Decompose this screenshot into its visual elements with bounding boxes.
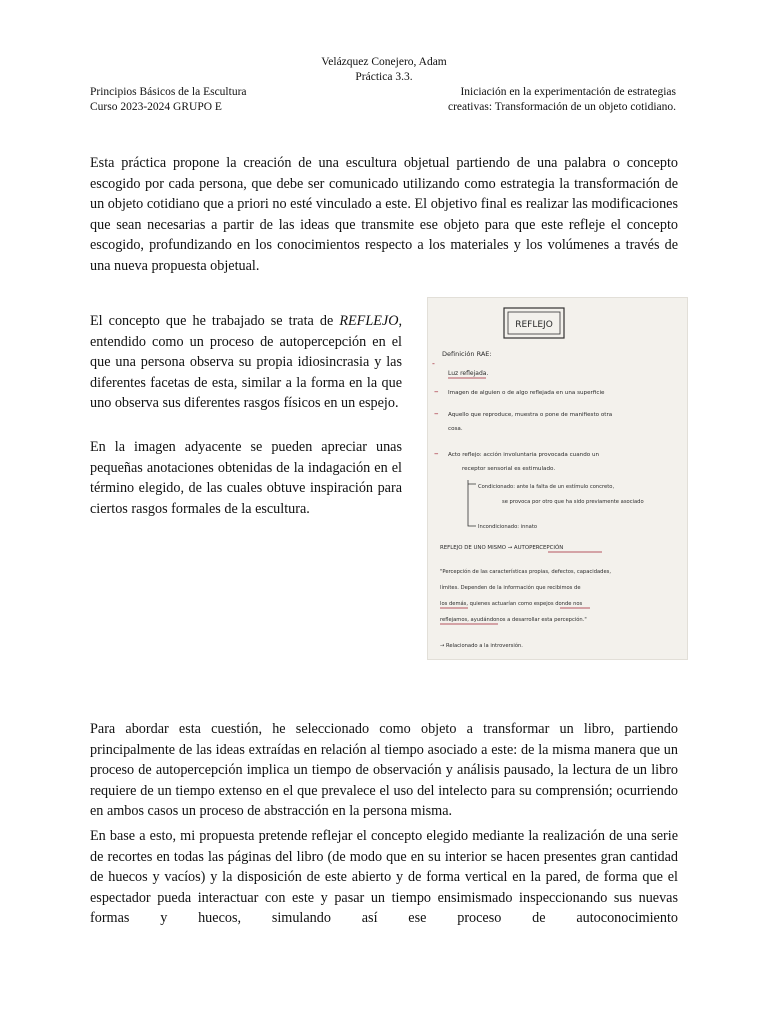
author-name: Velázquez Conejero, Adam (321, 56, 447, 68)
red-dash: – (434, 449, 439, 459)
handwritten-notes-photo (427, 297, 688, 660)
course-group: Curso 2023-2024 GRUPO E (90, 101, 222, 113)
image-note-paragraph: En la imagen adyacente se pueden apreciar unas pequeñas anotaciones obtenidas de la indagación en el término elegido, de las cuales obtuve inspiración para ciertos rasgos formales de la escultura. (90, 439, 402, 517)
course-title: Principios Básicos de la Escultura (90, 86, 247, 98)
notes-line-8: Condicionado: ante la falta de un estímulo concreto, (478, 484, 615, 490)
task-title-line2: creativas: Transformación de un objeto cotidiano. (447, 101, 676, 113)
task-title-line1: Iniciación en la experimentación de estrategias (460, 86, 676, 98)
red-dash: - (432, 359, 435, 368)
notes-line-7: receptor sensorial es estimulado. (462, 466, 556, 472)
practice-number: Práctica 3.3. (355, 71, 413, 83)
approach-paragraph: Para abordar esta cuestión, he seleccionado como objeto a transformar un libro, partiendo principalmente de las ideas extraídas en relación al tiempo asociado a este: de la misma manera que un proceso de autopercepción implica un tiempo de observación y análisis pausado, la lectura de un libro requiere de un tiempo extenso en el que prevalece el uso del intelecto para su comprensión; ocurriendo en ambos casos un proceso de abstracción en la persona misma. (90, 721, 678, 819)
notes-line-5: cosa. (448, 426, 463, 432)
notes-line-2: Luz reflejada. (448, 370, 489, 377)
notes-line-3: Imagen de alguien o de algo reflejada en una superficie (448, 390, 605, 396)
concept-text-after: , entendido como un proceso de autopercepción en el que una persona observa su propia idiosincrasia y las diferentes facetas de esta, similar a la forma en la que uno observa sus diferentes rasgos físicos en un espejo. (90, 313, 402, 411)
red-dash: – (434, 409, 439, 419)
notes-line-13: límites. Dependen de la información que recibimos de (440, 585, 581, 591)
concept-text-before: El concepto que he trabajado se trata de (90, 313, 340, 329)
notes-line-10: Incondicionado: innato (478, 524, 538, 530)
bracket-mark (468, 480, 476, 526)
concept-paragraph (90, 311, 402, 414)
notes-title: REFLEJO (515, 320, 553, 330)
notes-line-14: los demás, quienes actuarían como espejos donde nos (440, 601, 583, 607)
notes-line-16: → Relacionado a la introversión. (440, 643, 523, 649)
red-dash: – (434, 387, 439, 397)
notes-drawing (428, 298, 687, 659)
proposal-paragraph: En base a esto, mi propuesta pretende reflejar el concepto elegido mediante la realización de una serie de recortes en todas las páginas del libro (de modo que en su interior se hacen presentes gran cantidad de huecos y vacíos) y la disposición de este abierto y de forma vertical en la pared, de forma que el espectador pueda interactuar con este y pasar un tiempo ensimismado inspeccionando sus nuevas formas y huecos, simulando así ese proceso de autoconocimiento (90, 828, 678, 926)
notes-line-1: Definición RAE: (442, 350, 492, 358)
notes-line-12: "Percepción de las características propias, defectos, capacidades, (440, 569, 612, 575)
notes-line-4: Aquello que reproduce, muestra o pone de manifiesto otra (448, 412, 613, 418)
intro-paragraph: Esta práctica propone la creación de una escultura objetual partiendo de una palabra o concepto escogido por cada persona, que debe ser comunicado utilizando como estrategia la transformación de un objeto cotidiano que a priori no esté vinculado a este. El objetivo final es realizar las modificaciones que sean necesarias a partir de las ideas que transmite ese objeto para que este refleje el concepto escogido, profundizando en los conocimientos respecto a los materiales y los volúmenes a través de una nueva propuesta objetual. (90, 155, 678, 274)
notes-line-15: reflejamos, ayudándonos a desarrollar esta percepción." (440, 617, 587, 623)
concept-word: REFLEJO (339, 313, 399, 329)
notes-line-6: Acto reflejo: acción involuntaria provocada cuando un (448, 452, 600, 458)
notes-line-11: REFLEJO DE UNO MISMO → AUTOPERCEPCIÓN (440, 545, 564, 551)
notes-line-9: se provoca por otro que ha sido previamente asociado (502, 499, 644, 505)
